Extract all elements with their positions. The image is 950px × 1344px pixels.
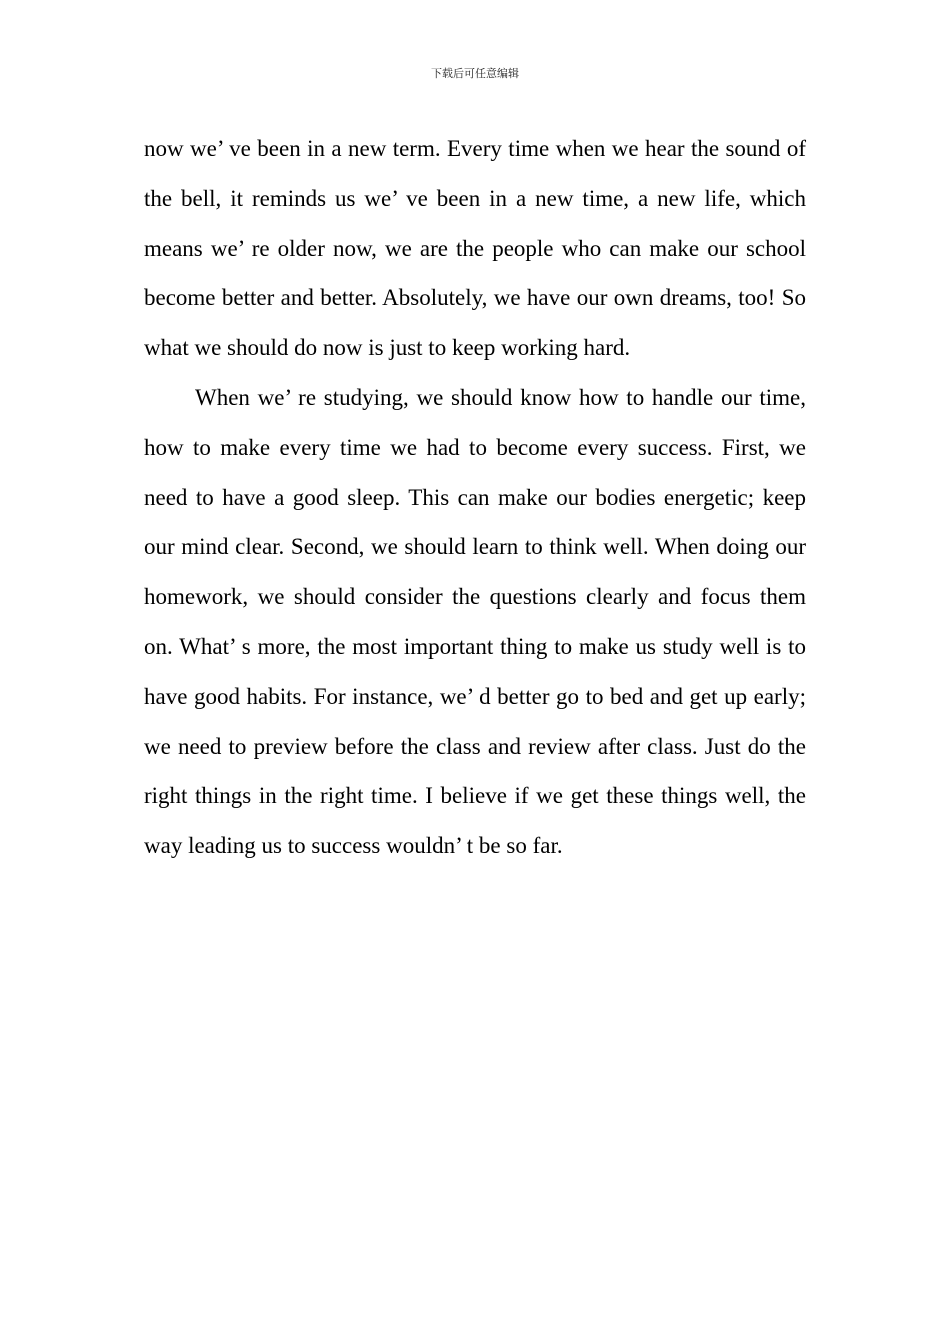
page-header: 下载后可任意编辑	[431, 67, 519, 80]
document-body	[144, 124, 806, 871]
paragraph-1: now we’ ve been in a new term. Every time when we hear the sound of the bell, it reminds us we’ ve been in a new time, a new life, which means we’ re older now, we are the people who can make our school become better and better. Absolutely, we have our own dreams, too! So what we should do now is just to keep working hard.	[144, 136, 806, 361]
paragraph-2: When we’ re studying, we should know how to handle our time, how to make every time we had to become every success. First, we need to have a good sleep. This can make our bodies energetic; keep our mind clear. Second, we should learn to think well. When doing our homework, we should consider the questions clearly and focus them on. What’ s more, the most important thing to make us study well is to have good habits. For instance, we’ d better go to bed and get up early; we need to preview before the class and review after class. Just do the right things in the right time. I believe if we get these things well, the way leading us to success wouldn’ t be so far.	[144, 384, 806, 859]
